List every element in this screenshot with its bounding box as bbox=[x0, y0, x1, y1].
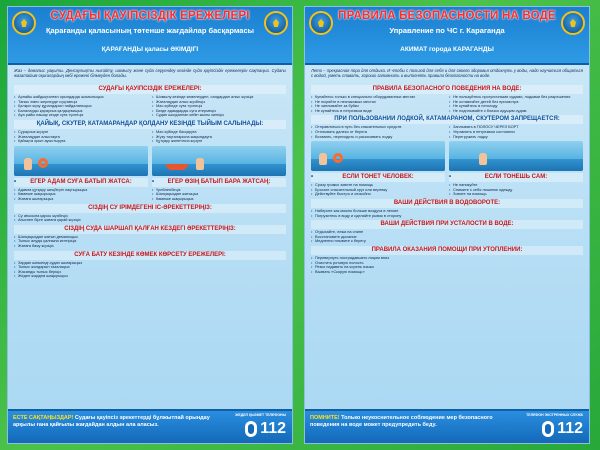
rules-list-a bbox=[311, 125, 445, 139]
poster-footer bbox=[305, 409, 589, 443]
list-item: • Таныс емес жерлерде сүңгімеңіз bbox=[14, 100, 148, 105]
list-item: • Жағаға баяу жүзіңіз bbox=[14, 244, 286, 249]
lifebuoy-icon bbox=[333, 153, 343, 163]
list-item: • Құтқару жилетінсіз жүзуге bbox=[152, 139, 286, 144]
list-item: • Тыныс жолдарын тазалаңыз bbox=[14, 265, 286, 270]
rules-list-a bbox=[311, 95, 445, 113]
poster-footer bbox=[8, 409, 292, 443]
emblem-icon bbox=[12, 11, 36, 35]
rules-columns bbox=[311, 95, 583, 113]
list-item: • Судан шыққаннан кейін жылы киініңіз bbox=[152, 113, 286, 118]
boat-illustration bbox=[152, 146, 286, 176]
rules-list-b bbox=[449, 172, 583, 197]
rules-columns bbox=[14, 130, 286, 144]
rules-list bbox=[14, 261, 286, 279]
emergency-phone bbox=[245, 420, 286, 438]
rules-list-a bbox=[14, 130, 148, 144]
footer-warning: ПОМНИТЕ! Только неукоснительное соблюдение мер безопасного поведения на воде может предупредить беду. bbox=[310, 415, 493, 428]
section-heading: • ЕСЛИ ТОНЕТ ЧЕЛОВЕК: bbox=[311, 173, 445, 182]
list-item: • Купайтесь только в специально оборудованных местах bbox=[311, 95, 445, 100]
rules-list-b bbox=[152, 95, 286, 118]
intro-text: Жаз – демалыс уақыты. Денсаулықты нығайту, шомылу және суда серуендеу кезінде суда қауіпсіздік ережелерін сақтаңыз. Судағы жазатайым оқиғалардың көбі ережені білмеуден болады. bbox=[14, 68, 286, 78]
list-item: • Жедел жәрдем шақырыңыз bbox=[14, 274, 286, 279]
rules-columns bbox=[14, 95, 286, 118]
list-item: • Жағаға шығарыңыз bbox=[14, 197, 148, 202]
lifebuoy-icon bbox=[38, 158, 48, 168]
phone-label: ЖЕДЕЛ ҚЫЗМЕТ ТЕЛЕФОНЫ bbox=[235, 413, 286, 417]
poster-title: СУДАҒЫ ҚАУІПСІЗДІК ЕРЕЖЕЛЕРІ bbox=[50, 10, 250, 22]
list-item: • Ағыспен бірге жағаға қарай жүзіңіз bbox=[14, 218, 286, 223]
list-item: • Бөгде адамдарды суға итермеңіз bbox=[152, 109, 286, 114]
phone-label: ТЕЛЕФОН ЭКСТРЕННЫХ СЛУЖБ bbox=[526, 413, 583, 417]
list-item: • Не пользуйтесь прогулочными судами, лодками без разрешения bbox=[449, 95, 583, 100]
rules-columns bbox=[311, 125, 583, 139]
illustration-row bbox=[14, 146, 286, 176]
section-heading: СУҒА БАТУ КЕЗІНДЕ КӨМЕК КӨРСЕТУ ЕРЕЖЕЛЕРІ: bbox=[14, 251, 286, 260]
list-item: • Тыныс алуды қалпына келтіріңіз bbox=[14, 239, 286, 244]
list-item: • Не паникуйте bbox=[449, 183, 583, 188]
rules-list bbox=[14, 214, 286, 223]
list-item: • Бросьте спасательный круг или веревку bbox=[311, 188, 445, 193]
list-item: • Шалқаңыздан жатып демалыңыз bbox=[14, 235, 286, 240]
list-item: • Заплывать в ПОЛОСУ ЧЕРЕЗ БОРТ bbox=[449, 125, 583, 130]
rescue-illustration bbox=[311, 141, 445, 171]
list-item: • Погрузитесь в воду и сделайте рывок в сторону bbox=[311, 214, 583, 219]
section-heading: СІЗДІҢ СУДА ШАРШАП ҚАЛҒАН КЕЗДЕГІ ӘРЕКЕТТЕРІҢІЗ: bbox=[14, 225, 286, 234]
person-icon bbox=[24, 158, 32, 170]
rules-list bbox=[311, 230, 583, 244]
swimmer-illustration bbox=[449, 141, 583, 171]
list-item: • Вызвать «Скорую помощь» bbox=[311, 270, 583, 275]
section-heading: ҚАЙЫҚ, СКУТЕР, КАТАМАРАНДАР ҚОЛДАНУ КЕЗІНДЕ ТЫЙЫМ САЛЫНАДЫ: bbox=[14, 120, 286, 129]
section-heading: ПРАВИЛА БЕЗОПАСНОГО ПОВЕДЕНИЯ НА ВОДЕ: bbox=[311, 85, 583, 94]
list-item: • Сұраусыз жүзуге bbox=[14, 130, 148, 135]
rules-list-b bbox=[152, 177, 286, 202]
poster-subtitle: Қарағанды қаласының төтенше жағдайлар басқармасы bbox=[45, 26, 255, 35]
list-item: • Резко надавить на корень языка bbox=[311, 265, 583, 270]
rules-list-b bbox=[449, 125, 583, 139]
poster-subtitle: Управление по ЧС г. Караганда bbox=[389, 26, 505, 35]
list-item: • Мас күйінде суға түспеңіз bbox=[152, 104, 286, 109]
list-item: • Көмекке шақырыңыз bbox=[152, 197, 286, 202]
footer-highlight: ПОМНИТЕ! bbox=[310, 415, 340, 421]
rules-list-b bbox=[152, 130, 286, 144]
section-heading: ПРАВИЛА ОКАЗАНИЯ ПОМОЩИ ПРИ УТОПЛЕНИИ: bbox=[311, 246, 583, 255]
rules-list-b bbox=[449, 95, 583, 113]
emergency-phone bbox=[542, 420, 583, 438]
rules-columns bbox=[311, 172, 583, 197]
rules-list bbox=[14, 235, 286, 249]
emblem-icon bbox=[309, 11, 333, 35]
list-item: • Адамға құтқару шеңберін лақтырыңыз bbox=[14, 188, 148, 193]
list-item: • Не купайтесь в нетрезвом виде bbox=[311, 109, 445, 114]
poster-header bbox=[8, 7, 292, 65]
boat-icon bbox=[166, 164, 188, 170]
list-item: • Перевернуть пострадавшего лицом вниз bbox=[311, 256, 583, 261]
footer-warning: ЕСТЕ САҚТАҢЫЗДАР! Судағы қауіпсіз әрекеттерді бұлжытпай орындау арқылы ғана қайғылы жағдайдан алдын ала аласыз. bbox=[13, 415, 210, 428]
list-item: • Қайықта орын ауыстыруға bbox=[14, 139, 148, 144]
list-item: • Жүзу тақталарына жақындауға bbox=[152, 135, 286, 140]
footer-highlight: ЕСТЕ САҚТАҢЫЗДАР! bbox=[13, 415, 74, 421]
person-icon bbox=[479, 153, 487, 165]
section-heading: • ЕСЛИ ТОНЕШЬ САМ: bbox=[449, 173, 583, 182]
list-item: • Не оставляйте детей без присмотра bbox=[449, 100, 583, 105]
poster-russian bbox=[304, 6, 590, 444]
list-item: • Перегружать лодку bbox=[449, 135, 583, 140]
list-item: • Снимите с себя лишнюю одежду bbox=[449, 188, 583, 193]
list-item: • Медленно плывите к берегу bbox=[311, 239, 583, 244]
list-item: • Мас күйінде басқаруға bbox=[152, 130, 286, 135]
illustration-row bbox=[311, 141, 583, 171]
swimmer-illustration bbox=[14, 146, 148, 176]
list-item: • Отправляться в путь без спасательных средств bbox=[311, 125, 445, 130]
list-item: • Сразу громко зовите на помощь bbox=[311, 183, 445, 188]
list-item: • Жағалаудан алыстауға bbox=[14, 135, 148, 140]
poster-kazakh bbox=[7, 6, 293, 444]
rules-list-a bbox=[14, 95, 148, 118]
list-item: • Очистить ротовую полость bbox=[311, 261, 583, 266]
section-heading: • ЕГЕР ӨЗІҢ БАТЫП БАРА ЖАТСАҢ: bbox=[152, 178, 286, 187]
phone-icon bbox=[245, 421, 257, 437]
list-item: • Жасанды тыныс беріңіз bbox=[14, 270, 286, 275]
list-item: • Зовите на помощь bbox=[449, 192, 583, 197]
list-item: • Көмекке шақырыңыз bbox=[14, 192, 148, 197]
poster-header bbox=[305, 7, 589, 65]
list-item: • Үрейленбеңіз bbox=[152, 188, 286, 193]
section-heading: ВАШИ ДЕЙСТВИЯ ПРИ УСТАЛОСТИ В ВОДЕ: bbox=[311, 220, 583, 229]
list-item: • Отплывать далеко от берега bbox=[311, 130, 445, 135]
rules-list bbox=[311, 209, 583, 218]
section-heading: ВАШИ ДЕЙСТВИЯ В ВОДОВОРОТЕ: bbox=[311, 199, 583, 208]
list-item: • Су ағысына қарсы жүзбеңіз bbox=[14, 214, 286, 219]
list-item: • Восстановите дыхание bbox=[311, 235, 583, 240]
phone-number: 112 bbox=[557, 420, 583, 437]
list-item: • Управлять в нетрезвом состоянии bbox=[449, 130, 583, 135]
rules-list-a bbox=[311, 172, 445, 197]
list-item: • Не купайтесь в непогоду bbox=[449, 104, 583, 109]
list-item: • Не заплывайте за буйки bbox=[311, 104, 445, 109]
list-item: • Действуйте быстро и спокойно bbox=[311, 192, 445, 197]
list-item: • Зардап шеккенді судан шығарыңыз bbox=[14, 261, 286, 266]
section-heading: • ЕГЕР АДАМ СУҒА БАТЫП ЖАТСА: bbox=[14, 178, 148, 187]
list-item: • Арнайы жабдықталған орындарда шомылыңыз bbox=[14, 95, 148, 100]
person-icon bbox=[196, 158, 204, 170]
list-item: • Наберите как можно больше воздуха в легкие bbox=[311, 209, 583, 214]
list-item: • Жағалаудан алыс жүзбеңіз bbox=[152, 100, 286, 105]
list-item: • Не подплывайте к близко идущим судам bbox=[449, 109, 583, 114]
poster-city: ҚАРАҒАНДЫ қаласы ӘКІМДІГІ bbox=[101, 46, 199, 53]
list-item: • Не ныряйте в незнакомых местах bbox=[311, 100, 445, 105]
poster-title: ПРАВИЛА БЕЗОПАСНОСТИ НА ВОДЕ bbox=[338, 10, 556, 22]
person-icon bbox=[319, 153, 327, 165]
rules-columns bbox=[14, 177, 286, 202]
poster-city: АКИМАТ города КАРАГАНДЫ bbox=[400, 46, 494, 53]
phone-number: 112 bbox=[260, 420, 286, 437]
list-item: • Қалқып жүзу құралдарын пайдаланыңыз bbox=[14, 104, 148, 109]
list-item: • Отдыхайте, лежа на спине bbox=[311, 230, 583, 235]
list-item: • Ауа райы нашар кезде суға түспеңіз bbox=[14, 113, 148, 118]
section-heading: СУДАҒЫ ҚАУІПСІЗДІК ЕРЕЖЕЛЕРІ: bbox=[14, 85, 286, 94]
rules-list bbox=[311, 256, 583, 274]
section-heading: СІЗДІҢ СУ ІРІМДЕГЕНІ ІС-ӘРЕКЕТТЕРІҢІЗ: bbox=[14, 204, 286, 213]
list-item: • Балаларды қараусыз қалдырмаңыз bbox=[14, 109, 148, 114]
emergency-emblem-icon bbox=[264, 11, 288, 35]
emergency-emblem-icon bbox=[561, 11, 585, 35]
list-item: • Вставать, переходить и раскачивать лодку bbox=[311, 135, 445, 140]
rules-list-a bbox=[14, 177, 148, 202]
list-item: • Шалқаңыздан жатыңыз bbox=[152, 192, 286, 197]
section-heading: ПРИ ПОЛЬЗОВАНИИ ЛОДКОЙ, КАТАМАРАНОМ, СКУТЕРОМ ЗАПРЕЩАЕТСЯ: bbox=[311, 115, 583, 124]
list-item: • Шомылу кезінде кемелерден, салдардан алыс жүзіңіз bbox=[152, 95, 286, 100]
intro-text: Лето – прекрасная пора для отдыха. И чтобы с пользой для себя и для своего здоровья отдохнуть у воды, надо научиться общаться с водой, уметь плавать, хорошо запомнить и выполнять правила безопасности на воде. bbox=[311, 68, 583, 78]
phone-icon bbox=[542, 421, 554, 437]
